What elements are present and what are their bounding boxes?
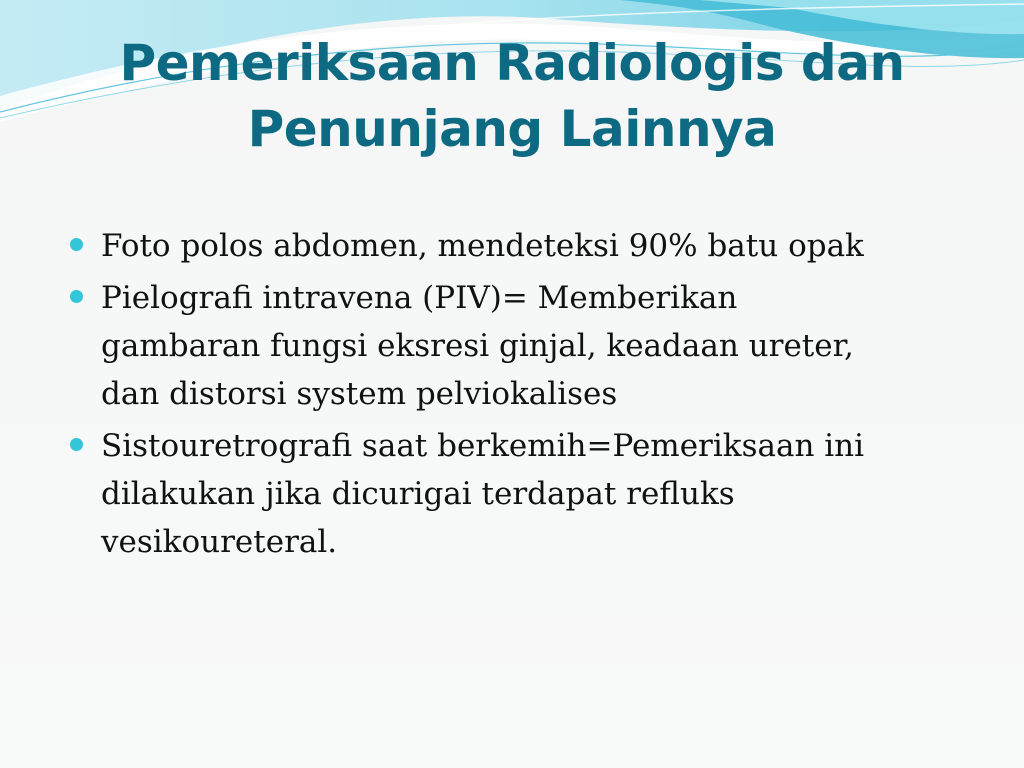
bullet-marker-icon	[70, 238, 83, 251]
bullet-text-line: Sistouretrografi saat berkemih=Pemeriksaan ini	[101, 428, 865, 464]
bullet-list	[64, 222, 964, 570]
bullet-item	[64, 222, 964, 270]
bullet-item	[64, 422, 964, 566]
bullet-marker-icon	[70, 438, 83, 451]
bullet-text-line: gambaran fungsi eksresi ginjal, keadaan ureter,	[101, 328, 854, 364]
slide-title	[60, 30, 964, 162]
bullet-text-line: dan distorsi system pelviokalises	[101, 376, 618, 412]
bullet-text-line: Pielografi intravena (PIV)= Memberikan	[101, 280, 738, 316]
bullet-text-line: dilakukan jika dicurigai terdapat refluks	[101, 476, 735, 512]
bullet-text-line: vesikoureteral.	[101, 524, 338, 560]
slide-title-line-1: Pemeriksaan Radiologis dan	[119, 34, 905, 92]
bullet-text-line: Foto polos abdomen, mendeteksi 90% batu opak	[101, 228, 864, 264]
bullet-item	[64, 274, 964, 418]
bullet-marker-icon	[70, 290, 83, 303]
slide-title-line-2: Penunjang Lainnya	[247, 100, 777, 158]
